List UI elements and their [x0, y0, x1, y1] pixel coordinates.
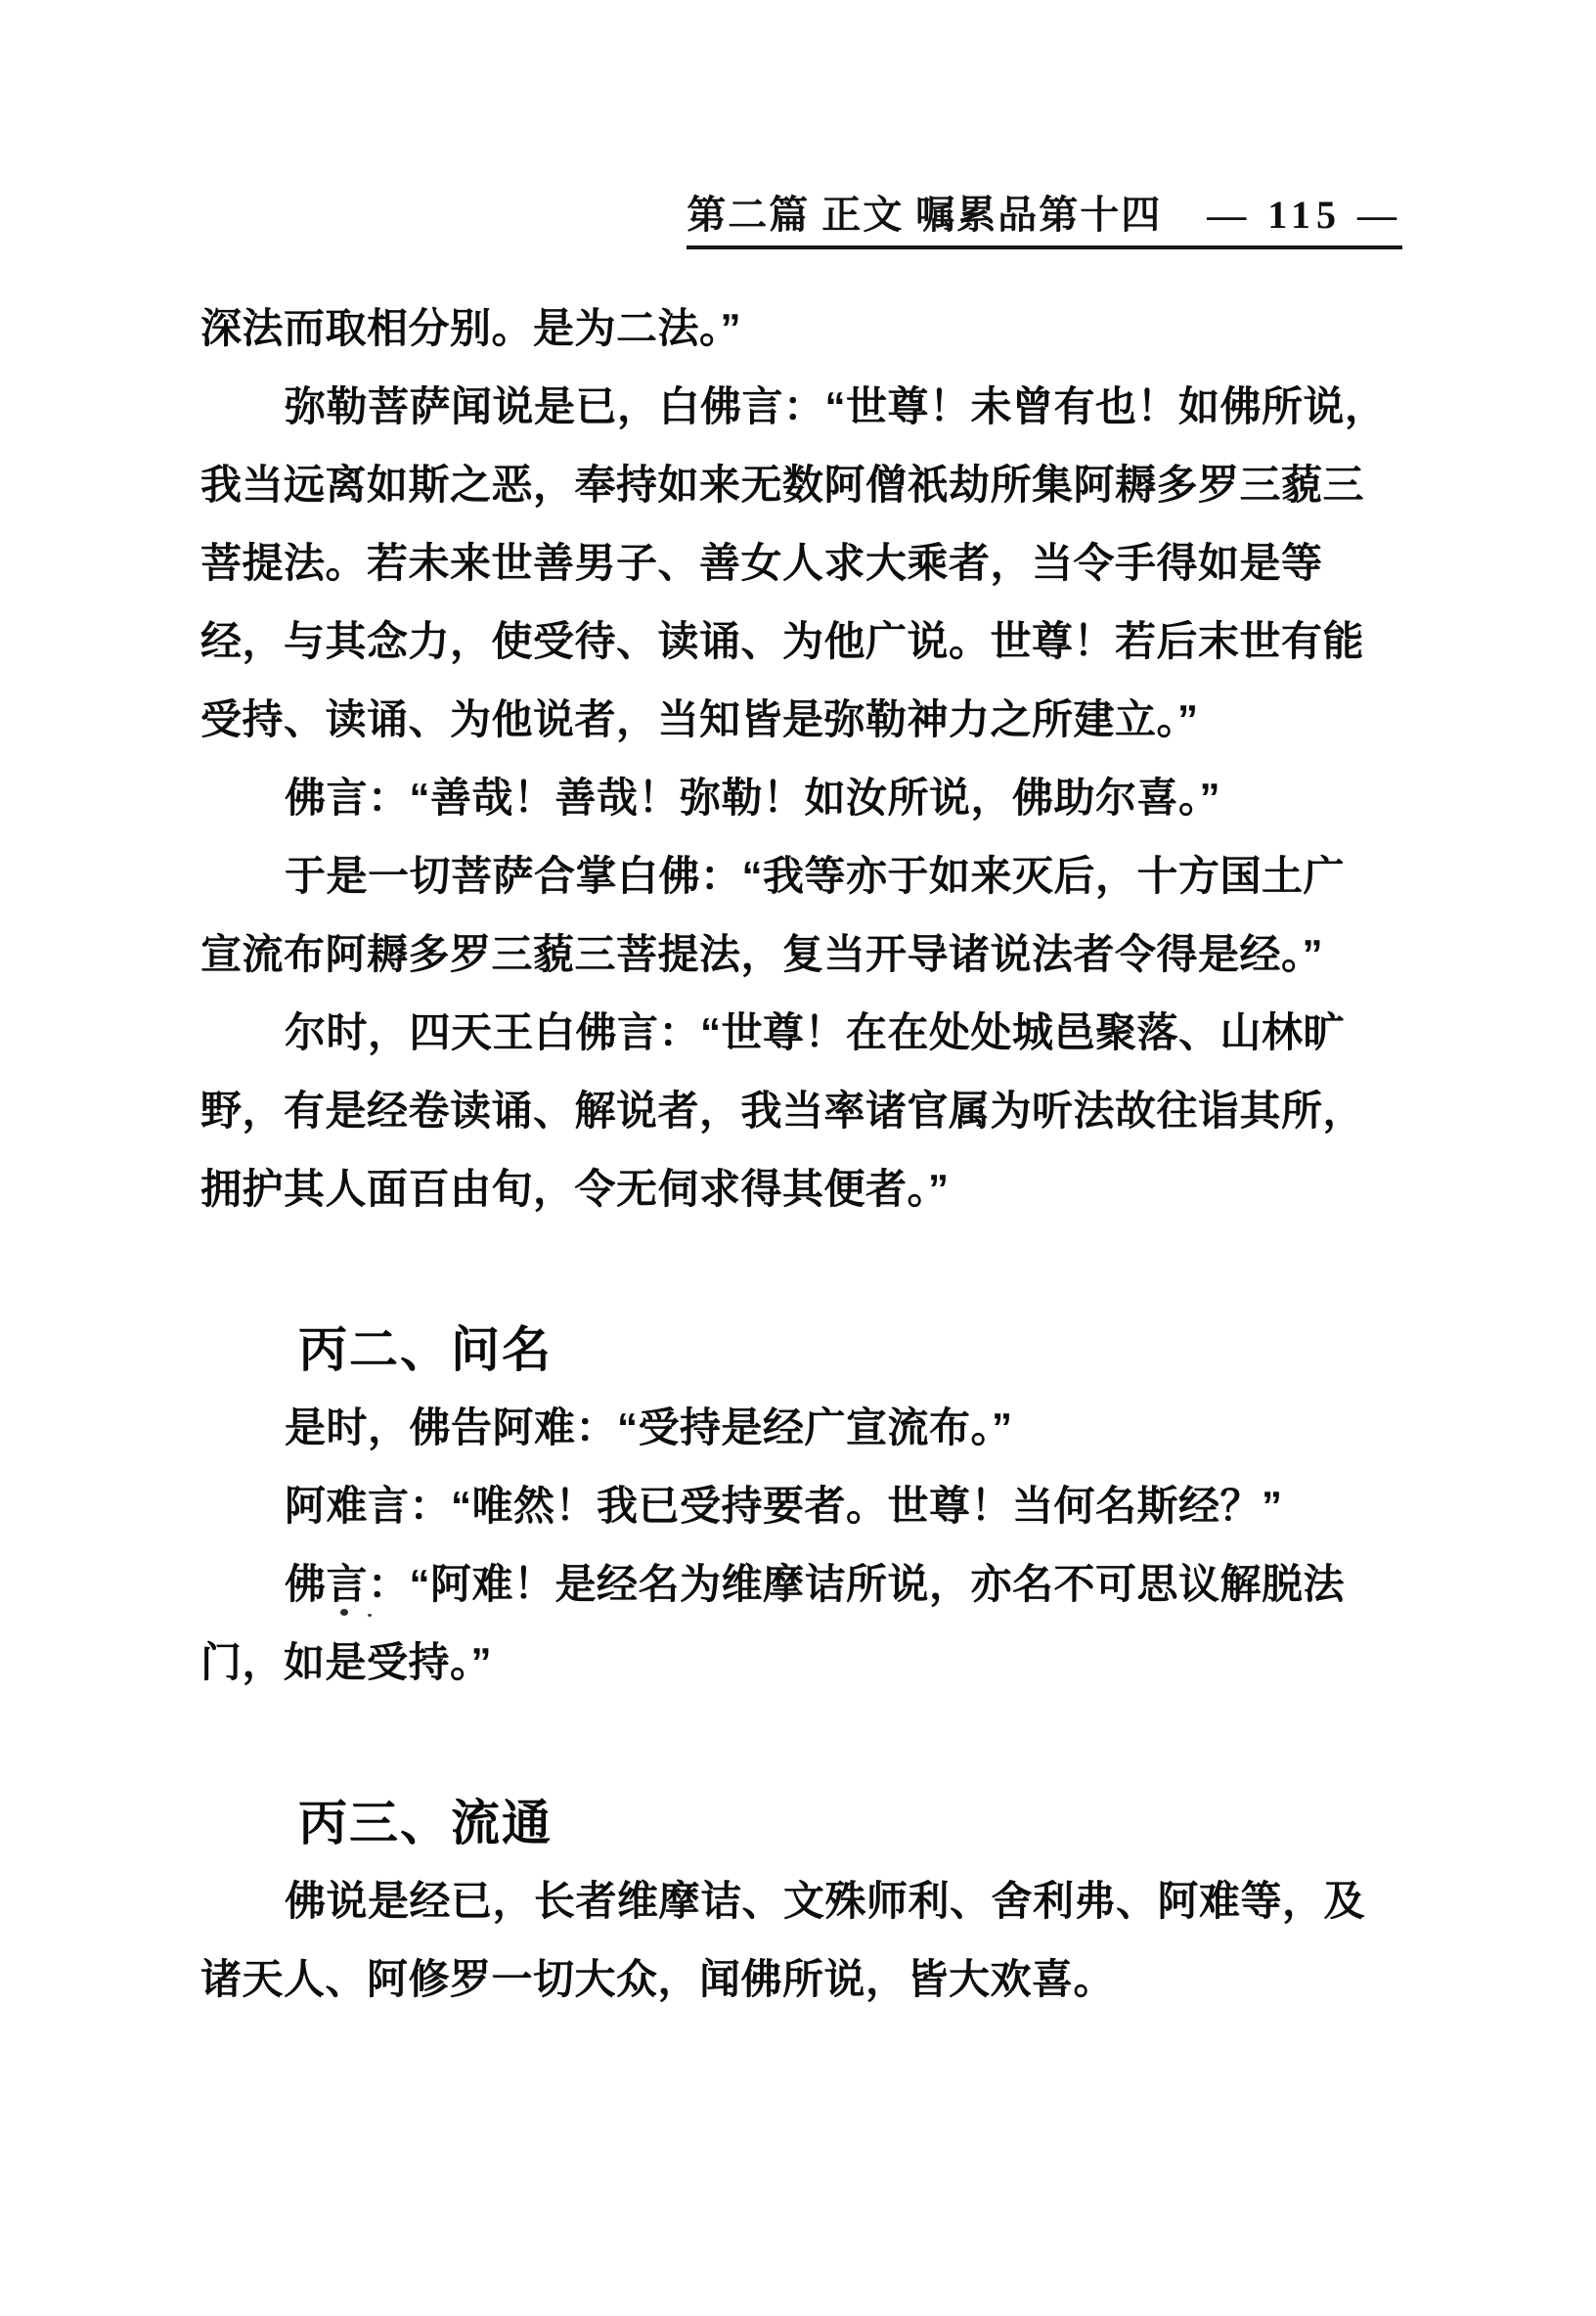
text-line: 菩提法。若未来世善男子、善女人求大乘者，当令手得如是等	[200, 540, 1323, 586]
text-line: 尔时，四天王白佛言：“世尊！在在处处城邑聚落、山林旷	[285, 1009, 1346, 1055]
text-line: 深法而取相分别。是为二法。”	[200, 305, 742, 351]
section-heading: 丙三、流通	[298, 1796, 553, 1850]
scan-artifact	[340, 1609, 348, 1616]
text-line: 弥勒菩萨闻说是已，白佛言：“世尊！未曾有也！如佛所说，	[285, 383, 1387, 429]
running-header	[687, 192, 1402, 249]
text-line: 佛言：“阿难！是经名为维摩诘所说，亦名不可思议解脱法	[285, 1561, 1346, 1607]
text-line: 阿难言：“唯然！我已受持要者。世尊！当何名斯经？”	[285, 1483, 1283, 1529]
text-line: 佛说是经已，长者维摩诘、文殊师利、舍利弗、阿难等，及	[285, 1878, 1366, 1924]
text-line: 经，与其念力，使受待、读诵、为他广说。世尊！若后末世有能	[200, 618, 1365, 664]
section-heading: 丙二、问名	[298, 1322, 553, 1377]
body-text-column	[200, 290, 1413, 2019]
text-line: 佛言：“善哉！善哉！弥勒！如汝所说，佛助尔喜。”	[285, 775, 1221, 821]
text-line: 是时，佛告阿难：“受持是经广宣流布。”	[285, 1404, 1013, 1450]
text-line: 于是一切菩萨合掌白佛：“我等亦于如来灭后，十方国土广	[285, 853, 1346, 899]
text-line: 宣流布阿耨多罗三藐三菩提法，复当开导诸说法者令得是经。”	[200, 931, 1324, 977]
text-line: 受持、读诵、为他说者，当知皆是弥勒神力之所建立。”	[200, 696, 1199, 742]
page-number: — 115 —	[1207, 193, 1402, 237]
text-line: 野，有是经卷读诵、解说者，我当率诸官属为听法故往诣其所，	[200, 1088, 1365, 1134]
text-line: 我当远离如斯之恶，奉持如来无数阿僧祇劫所集阿耨多罗三藐三	[200, 462, 1365, 508]
text-line: 拥护其人面百由旬，令无伺求得其便者。”	[200, 1166, 950, 1212]
text-line: 门，如是受持。”	[200, 1639, 493, 1685]
running-header-title: 第二篇 正文 嘱累品第十四	[687, 193, 1163, 237]
text-line: 诸天人、阿修罗一切大众，闻佛所说，皆大欢喜。	[200, 1956, 1116, 2002]
